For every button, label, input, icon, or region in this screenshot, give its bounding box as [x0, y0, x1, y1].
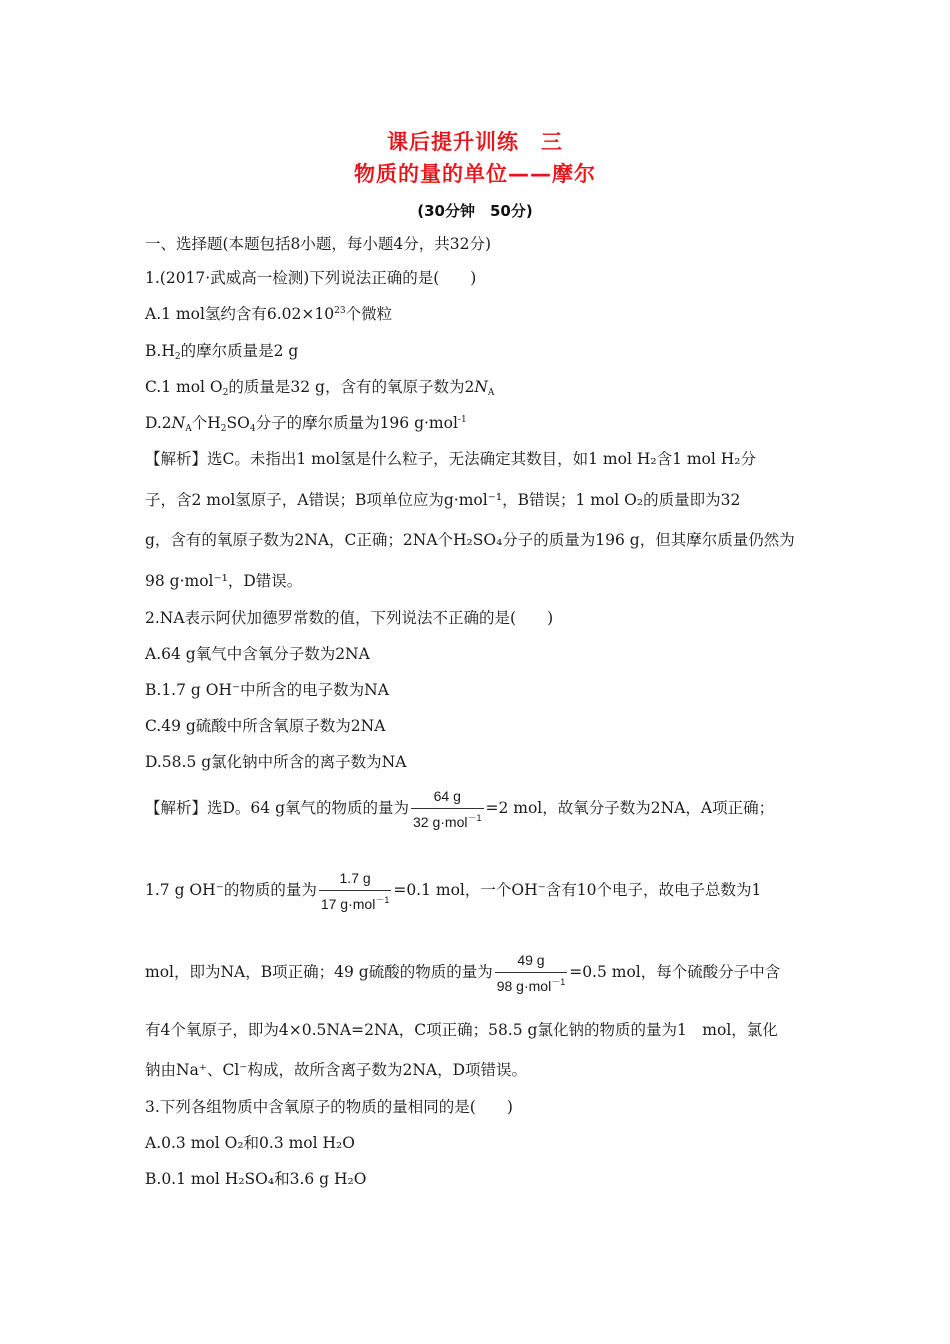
question-1-stem: 1.(2017·武威高一检测)下列说法正确的是( ) — [145, 269, 477, 287]
question-2-stem: 2.NA表示阿伏加德罗常数的值，下列说法不正确的是( ) — [145, 609, 554, 627]
page-subtitle: 物质的量的单位——摩尔 — [354, 162, 596, 186]
answer-1-line-4: 98 g·mol⁻¹，D错误。 — [145, 572, 303, 590]
answer-1-line-3: g，含有的氧原子数为2NA，C正确；2NA个H₂SO₄分子的质量为196 g，但其摩尔质量仍然为 — [145, 531, 795, 549]
fraction: $\frac{64 g}{32 g\cdot mol^{-1}}$ — [413, 788, 482, 830]
answer-2-line-4: 有4个氧原子，即为4×0.5NA=2NA，C项正确；58.5 g氯化钠的物质的量为1 mol，氯化 — [145, 1021, 778, 1039]
answer-2-line-2: 1.7 g OH⁻的物质的量为 $\frac{1.7 g}{17 g\cdot mol^{-1}}$ =0.1 mol，一个OH⁻含有10个电子，故电子总数为1 — [145, 870, 762, 912]
question-1-option-c: C.1 mol $O_2$的质量是32 g，含有的氧原子数为$2N_A$ — [145, 378, 495, 398]
question-1-option-b: $B.H_2$的摩尔质量是2 g — [145, 342, 299, 362]
question-3-option-b: B.0.1 mol H₂SO₄和3.6 g H₂O — [145, 1170, 367, 1188]
answer-2-line-1: 【解析】选D。64 g氧气的物质的量为 $\frac{64 g}{32 g\cdot mol^{-1}}$ =2 mol，故氧分子数为2NA，A项正确； — [145, 788, 775, 830]
page-title: 课后提升训练 三 — [387, 130, 563, 154]
question-1-option-d: $D.2N_A$个$H_2SO_4$分子的摩尔质量为196 g·mol$^{-1}$ — [145, 414, 467, 434]
question-3-stem: 3.下列各组物质中含氧原子的物质的量相同的是( ) — [145, 1098, 513, 1116]
answer-2-line-5: 钠由Na⁺、Cl⁻构成，故所含离子数为2NA，D项错误。 — [145, 1061, 528, 1079]
time-score: (30分钟 50分) — [417, 202, 533, 220]
fraction: $\frac{49 g}{98 g\cdot mol^{-1}}$ — [496, 952, 566, 994]
question-3-option-a: A.0.3 mol O₂和0.3 mol H₂O — [145, 1134, 355, 1152]
fraction: $\frac{1.7 g}{17 g\cdot mol^{-1}}$ — [320, 870, 390, 912]
answer-1-line-2: 子，含2 mol氢原子，A错误；B项单位应为g·mol⁻¹，B错误；1 mol O₂的质量即为32 — [145, 491, 741, 509]
question-2-option-d: D.58.5 g氯化钠中所含的离子数为NA — [145, 753, 407, 771]
answer-2-line-3: mol，即为NA，B项正确；49 g硫酸的物质的量为 $\frac{49 g}{98 g\cdot mol^{-1}}$ =0.5 mol，每个硫酸分子中含 — [145, 952, 781, 994]
question-2-option-a: A.64 g氧气中含氧分子数为2NA — [145, 645, 370, 663]
answer-1-line-1: 【解析】选C。未指出1 mol氢是什么粒子，无法确定其数目，如1 mol H₂含1 mol H₂分 — [145, 450, 757, 468]
section-heading: 一、选择题(本题包括8小题，每小题4分，共32分) — [145, 235, 492, 253]
question-2-option-b: B.1.7 g OH⁻中所含的电子数为NA — [145, 681, 389, 699]
question-1-option-a: A.1 mol氢约含有$6.02\times 10^{23}$个微粒 — [145, 305, 393, 323]
question-2-option-c: C.49 g硫酸中所含氧原子数为2NA — [145, 717, 386, 735]
